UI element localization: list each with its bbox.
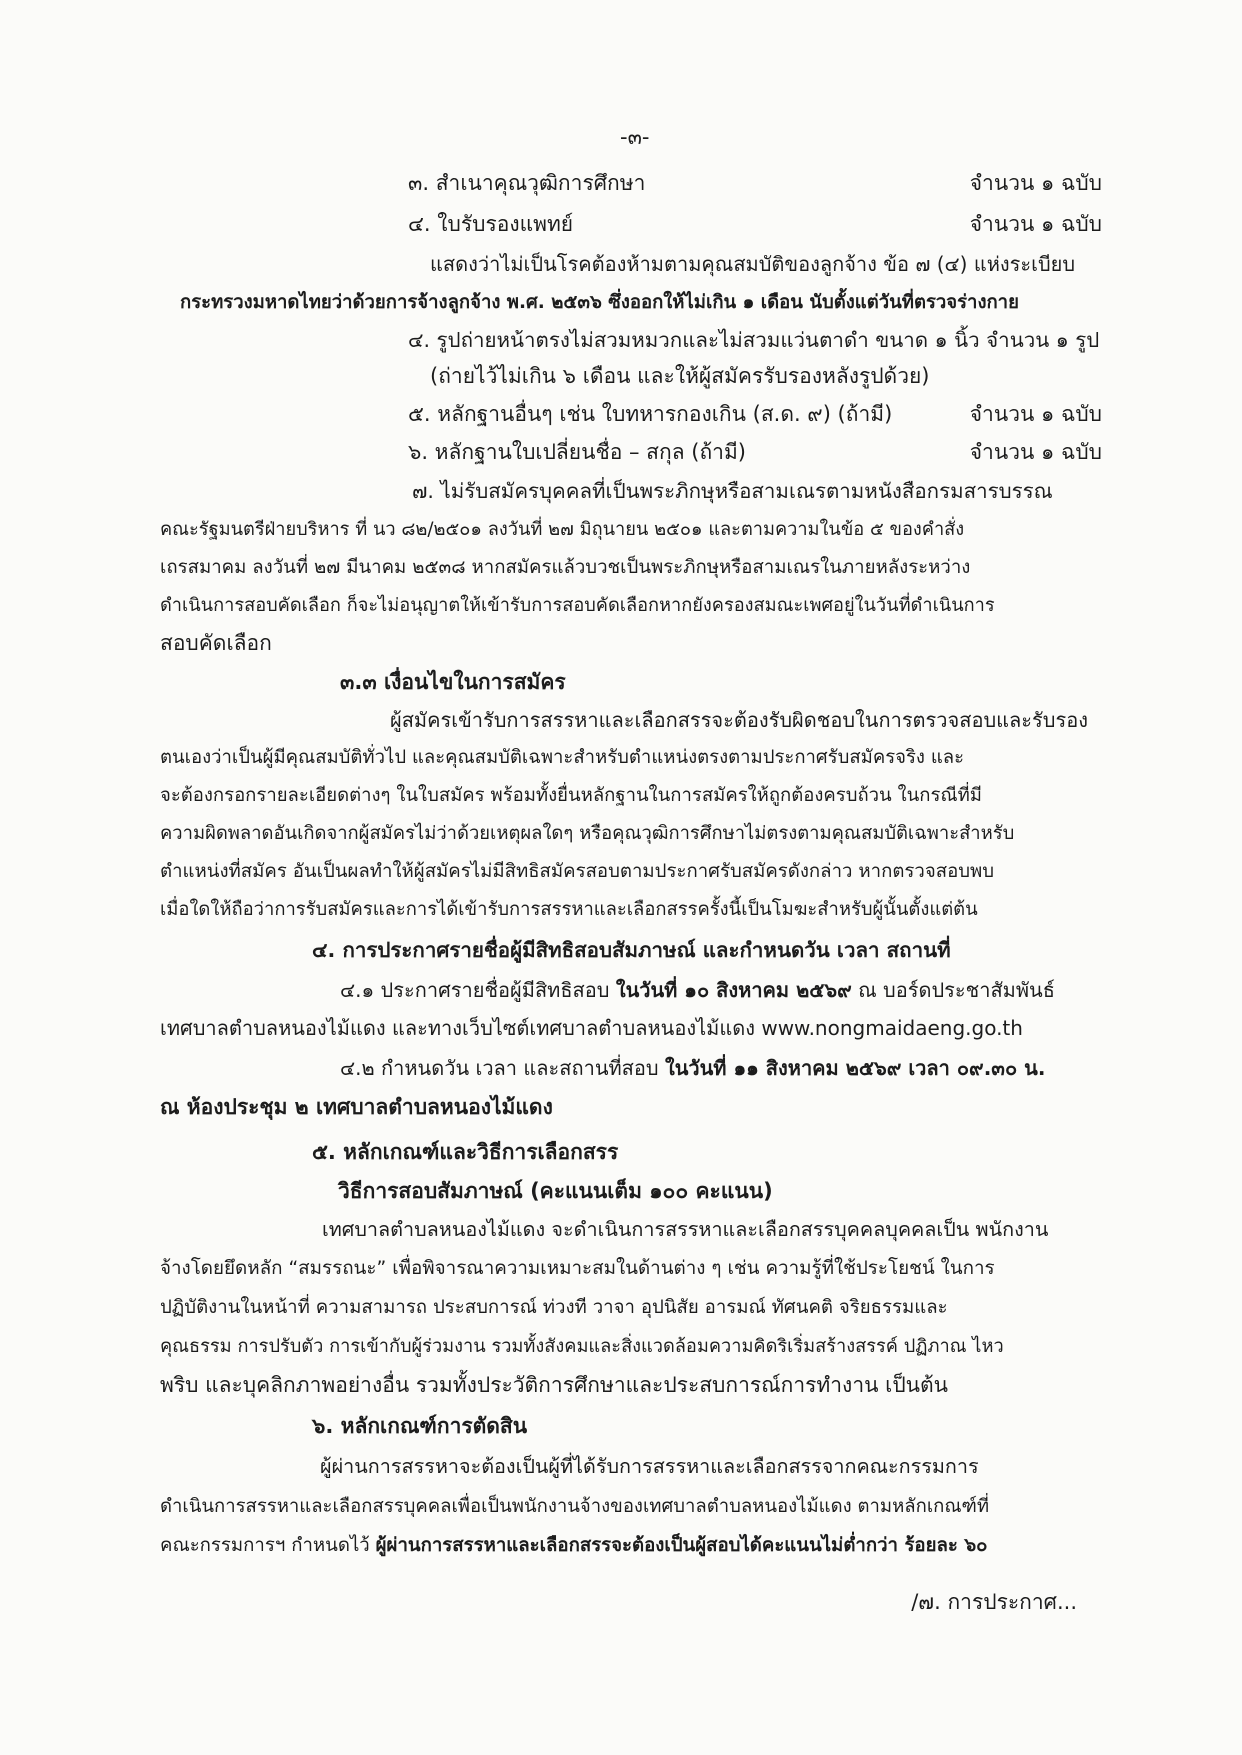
- doc-item-4-qty: จำนวน ๑ ฉบับ: [969, 212, 1102, 236]
- item7-line-5: สอบคัดเลือก: [160, 631, 272, 655]
- section-4-1-line-1: [340, 975, 1055, 1005]
- section-4-1-line-2: เทศบาลตำบลหนองไม้แดง และทางเว็บไซต์เทศบาลตำบลหนองไม้แดง www.nongmaidaeng.go.th: [160, 1016, 1023, 1040]
- section-3-3-line-6: เมื่อใดให้ถือว่าการรับสมัครและการได้เข้ารับการสรรหาและเลือกสรรครั้งนี้เป็นโมฆะสำหรับผู้นั้นตั้งแต่ต้น: [160, 899, 978, 920]
- doc-item-6: ๖. หลักฐานใบเปลี่ยนชื่อ – สกุล (ถ้ามี): [408, 440, 746, 464]
- section-6-line-1: ผู้ผ่านการสรรหาจะต้องเป็นผู้ที่ได้รับการสรรหาและเลือกสรรจากคณะกรรมการ: [320, 1455, 979, 1478]
- section-3-3-line-2: ตนเองว่าเป็นผู้มีคุณสมบัติทั่วไป และคุณสมบัติเฉพาะสำหรับตำแหน่งตรงตามประกาศรับสมัครจริง และ: [160, 747, 965, 768]
- section-5-heading: ๕. หลักเกณฑ์และวิธีการเลือกสรร: [312, 1140, 619, 1164]
- doc-item-5-qty: จำนวน ๑ ฉบับ: [969, 402, 1102, 426]
- section-5-line-5: พริบ และบุคลิกภาพอย่างอื่น รวมทั้งประวัติการศึกษาและประสบการณ์การทำงาน เป็นต้น: [160, 1373, 948, 1397]
- item7-line-3: เถรสมาคม ลงวันที่ ๒๗ มีนาคม ๒๕๓๘ หากสมัครแล้วบวชเป็นพระภิกษุหรือสามเณรในภายหลังระหว่าง: [160, 557, 971, 578]
- doc-item-3-qty: จำนวน ๑ ฉบับ: [969, 171, 1102, 195]
- section-4-2-line-2: ณ ห้องประชุม ๒ เทศบาลตำบลหนองไม้แดง: [160, 1095, 553, 1119]
- section-6-line-3: [160, 1531, 988, 1561]
- section-4-2-line-1: [340, 1053, 1045, 1083]
- item7-line-1: ๗. ไม่รับสมัครบุคคลที่เป็นพระภิกษุหรือสามเณรตามหนังสือกรมสารบรรณ: [412, 479, 1053, 503]
- section-6-heading: ๖. หลักเกณฑ์การตัดสิน: [312, 1414, 528, 1438]
- section-4-1-text: ๔.๑ ประกาศรายชื่อผู้มีสิทธิสอบ: [340, 978, 616, 1002]
- section-3-3-line-5: ตำแหน่งที่สมัคร อันเป็นผลทำให้ผู้สมัครไม่มีสิทธิสมัครสอบตามประกาศรับสมัครดังกล่าว หากตรวจสอบพบ: [160, 861, 995, 882]
- item7-line-2: คณะรัฐมนตรีฝ่ายบริหาร ที่ นว ๘๒/๒๕๐๑ ลงวันที่ ๒๗ มิถุนายน ๒๕๐๑ และตามความในข้อ ๕ ของคำสั่ง: [160, 519, 965, 540]
- section-6-criteria: ผู้ผ่านการสรรหาและเลือกสรรจะต้องเป็นผู้สอบได้คะแนนไม่ต่ำกว่า ร้อยละ ๖๐: [375, 1535, 988, 1556]
- section-5-line-1: เทศบาลตำบลหนองไม้แดง จะดำเนินการสรรหาและเลือกสรรบุคคลบุคคลเป็น พนักงาน: [322, 1218, 1049, 1241]
- section-5-line-2: จ้างโดยยึดหลัก “สมรรถนะ” เพื่อพิจารณาความเหมาะสมในด้านต่าง ๆ เช่น ความรู้ที่ใช้ประโยชน์ ในการ: [160, 1258, 995, 1279]
- section-3-3-heading: ๓.๓ เงื่อนไขในการสมัคร: [340, 670, 566, 694]
- page-number: -๓-: [620, 125, 650, 149]
- photo-item: ๔. รูปถ่ายหน้าตรงไม่สวมหมวกและไม่สวมแว่นตาดำ ขนาด ๑ นิ้ว จำนวน ๑ รูป: [408, 328, 1100, 352]
- doc-item-3: ๓. สำเนาคุณวุฒิการศึกษา: [408, 171, 646, 195]
- section-4-1-place: ณ บอร์ดประชาสัมพันธ์: [851, 978, 1055, 1002]
- item7-line-4: ดำเนินการสอบคัดเลือก ก็จะไม่อนุญาตให้เข้ารับการสอบคัดเลือกหากยังครองสมณะเพศอยู่ในวันที่ดำเนินการ: [160, 595, 995, 616]
- photo-item-note: (ถ่ายไว้ไม่เกิน ๖ เดือน และให้ผู้สมัครรับรองหลังรูปด้วย): [430, 364, 930, 388]
- section-5-subheading: วิธีการสอบสัมภาษณ์ (คะแนนเต็ม ๑๐๐ คะแนน): [338, 1179, 773, 1203]
- medical-note-line-2: กระทรวงมหาดไทยว่าด้วยการจ้างลูกจ้าง พ.ศ. ๒๕๓๖ ซึ่งออกให้ไม่เกิน ๑ เดือน นับตั้งแต่วันที่ตรวจร่างกาย: [180, 292, 1019, 313]
- section-6-line-3-text: คณะกรรมการฯ กำหนดไว้: [160, 1535, 376, 1556]
- section-4-heading: ๔. การประกาศรายชื่อผู้มีสิทธิสอบสัมภาษณ์ และกำหนดวัน เวลา สถานที่: [312, 938, 951, 962]
- section-4-2-date: ในวันที่ ๑๑ สิงหาคม ๒๕๖๙ เวลา ๐๙.๓๐ น.: [664, 1056, 1046, 1080]
- section-5-line-3: ปฏิบัติงานในหน้าที่ ความสามารถ ประสบการณ์ ท่วงที วาจา อุปนิสัย อารมณ์ ทัศนคติ จริยธรรมและ: [160, 1297, 948, 1318]
- section-3-3-line-1: ผู้สมัครเข้ารับการสรรหาและเลือกสรรจะต้องรับผิดชอบในการตรวจสอบและรับรอง: [390, 708, 1088, 732]
- continuation-footer: /๗. การประกาศ...: [911, 1590, 1077, 1614]
- section-3-3-line-3: จะต้องกรอกรายละเอียดต่างๆ ในใบสมัคร พร้อมทั้งยื่นหลักฐานในการสมัครให้ถูกต้องครบถ้วน ในกรณีที่มี: [160, 785, 982, 806]
- section-4-1-date: ในวันที่ ๑๐ สิงหาคม ๒๕๖๙: [615, 978, 852, 1002]
- doc-item-4: ๔. ใบรับรองแพทย์: [408, 212, 574, 236]
- doc-item-6-qty: จำนวน ๑ ฉบับ: [969, 440, 1102, 464]
- doc-item-5: ๕. หลักฐานอื่นๆ เช่น ใบทหารกองเกิน (ส.ด. ๙) (ถ้ามี): [408, 402, 893, 426]
- section-6-line-2: ดำเนินการสรรหาและเลือกสรรบุคคลเพื่อเป็นพนักงานจ้างของเทศบาลตำบลหนองไม้แดง ตามหลักเกณฑ์ที่: [160, 1496, 990, 1517]
- section-4-2-text: ๔.๒ กำหนดวัน เวลา และสถานที่สอบ: [340, 1056, 665, 1080]
- medical-note-line-1: แสดงว่าไม่เป็นโรคต้องห้ามตามคุณสมบัติของลูกจ้าง ข้อ ๗ (๔) แห่งระเบียบ: [430, 252, 1076, 276]
- section-5-line-4: คุณธรรม การปรับตัว การเข้ากับผู้ร่วมงาน รวมทั้งสังคมและสิ่งแวดล้อมความคิดริเริ่มสร้างสรรค์ ปฏิภาณ ไหว: [160, 1336, 1004, 1357]
- section-3-3-line-4: ความผิดพลาดอันเกิดจากผู้สมัครไม่ว่าด้วยเหตุผลใดๆ หรือคุณวุฒิการศึกษาไม่ตรงตามคุณสมบัติเฉพาะสำหรับ: [160, 823, 1015, 844]
